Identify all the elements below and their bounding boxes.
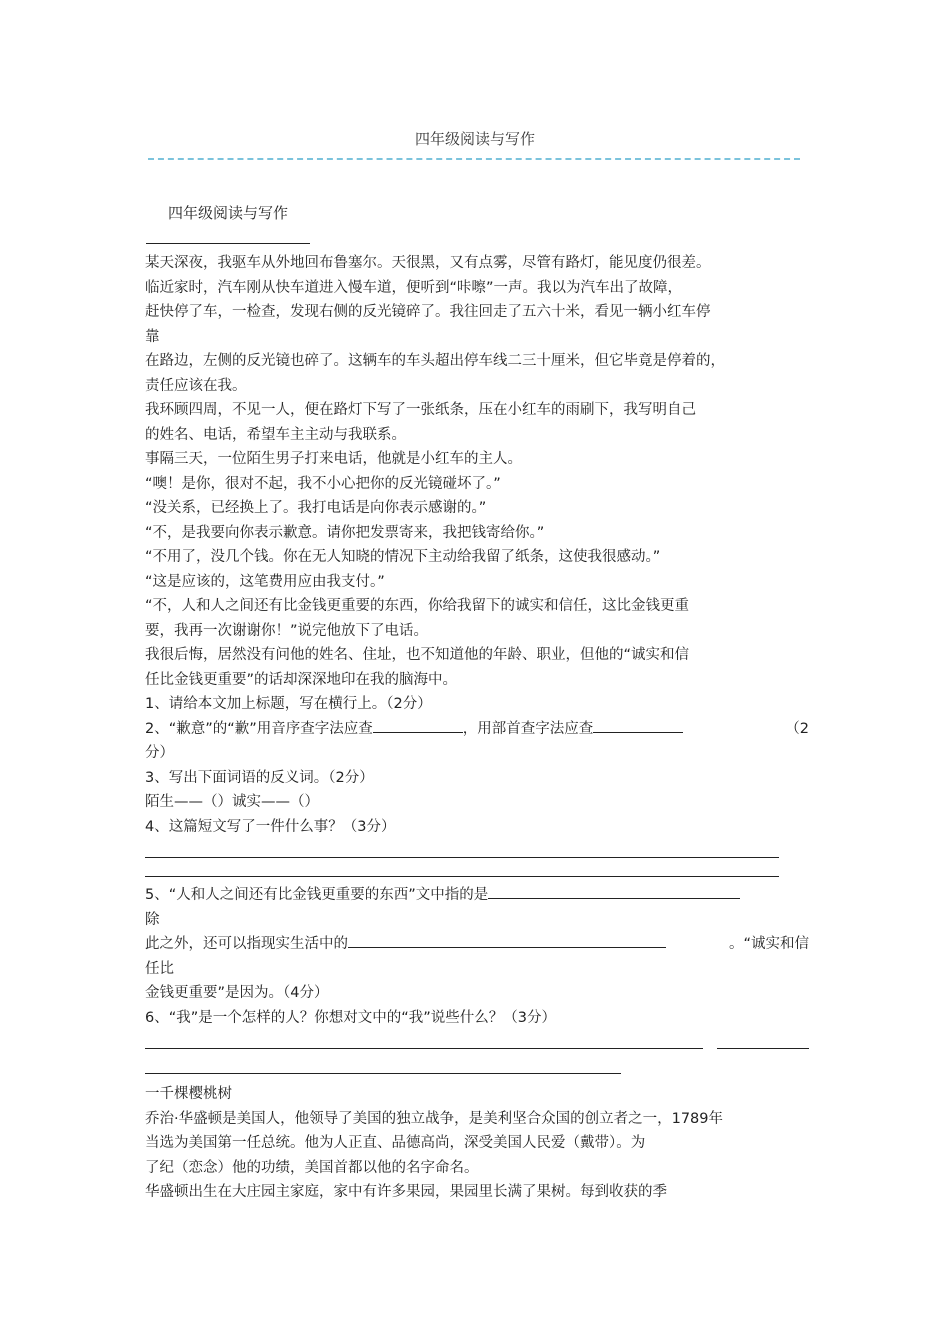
passage-line: 赶快停了车，一检查，发现右侧的反光镜碎了。我往回走了五六十米，看见一辆小红车停 [145,304,711,320]
question-3: 3、写出下面词语的反义词。（2分） [145,769,374,786]
passage-line: 某天深夜，我驱车从外地回布鲁塞尔。天很黑，又有点雾，尽管有路灯，能见度仍很差。 [145,255,711,271]
passage-2-line: 华盛顿出生在大庄园主家庭，家中有许多果园，果园里长满了果树。每到收获的季 [145,1184,667,1200]
question-5-text-b: 除 [145,911,160,928]
title-answer-blank [146,243,310,244]
passage-line: 在路边，左侧的反光镜也碎了。这辆车的车头超出停车线二三十厘米，但它毕竟是停着的， [145,353,725,369]
question-5-text-a: 5、“人和人之间还有比金钱更重要的东西”文中指的是 [145,887,489,903]
passage-line: 任比金钱更重要”的话却深深地印在我的脑海中。 [145,671,458,688]
passage-line: 责任应该在我。 [145,377,247,394]
question-2-text-d: 分） [145,745,174,761]
passage-line: “不，是我要向你表示歉意。请你把发票寄来，我把钱寄给你。” [145,524,545,541]
passage-line: “噢！是你，很对不起，我不小心把你的反光镜碰坏了。” [145,475,501,492]
question-5-line-2 [145,932,809,957]
passage-line: 我很后悔，居然没有问他的姓名、住址，也不知道他的年龄、职业，但他的“诚实和信 [145,647,690,663]
question-4-answer-line[interactable] [145,864,779,877]
question-6: 6、“我”是一个怎样的人？你想对文中的“我”说些什么？（3分） [145,1009,556,1026]
question-5-text-e: 任比 [145,960,174,977]
question-2 [145,717,809,742]
header-dashed-divider [148,158,800,160]
page-header-title: 四年级阅读与写作 [414,130,535,148]
question-6-answer-line[interactable] [717,1036,809,1049]
question-6-answer-line[interactable] [145,1061,621,1074]
question-2-text-a: 2、“歉意”的“歉”用音序查字法应查 [145,720,373,737]
question-5-text-c: 此之外，还可以指现实生活中的 [145,936,348,952]
question-3-antonyms: 陌生——（）诚实——（） [145,794,319,810]
passage-2-title: 一千棵樱桃树 [145,1086,232,1102]
passage-line: “没关系，已经换上了。我打电话是向你表示感谢的。” [145,500,487,516]
passage-line: 靠 [145,328,160,345]
passage-line: 事隔三天，一位陌生男子打来电话，他就是小红车的主人。 [145,451,522,467]
document-subtitle: 四年级阅读与写作 [168,204,289,222]
question-5-line-1 [145,883,809,908]
passage-2-line: 了纪（恋念）他的功绩，美国首都以他的名字命名。 [145,1159,479,1176]
question-4-answer-line[interactable] [145,845,779,858]
document-body [145,251,809,1205]
question-5-text-d: 。“诚实和信 [728,936,809,952]
passage-line: 的姓名、电话，希望车主主动与我联系。 [145,426,406,443]
passage-line: “不用了，没几个钱。你在无人知晓的情况下主动给我留了纸条，这使我很感动。” [145,549,661,565]
question-2-text-c: （2 [785,720,809,737]
question-1: 1、请给本文加上标题，写在横行上。（2分） [145,696,432,712]
question-5-blank-2[interactable] [348,933,666,948]
question-4: 4、这篇短文写了一件什么事？（3分） [145,818,396,835]
question-5-blank-1[interactable] [488,884,740,899]
question-2-blank-2[interactable] [593,718,683,733]
passage-line: 我环顾四周，不见一人，便在路灯下写了一张纸条，压在小红车的雨刷下，我写明自己 [145,402,696,418]
question-6-answer-row [145,1036,809,1049]
passage-line: “不，人和人之间还有比金钱更重要的东西，你给我留下的诚实和信任，这比金钱更重 [145,598,690,614]
question-2-text-b: ，用部首查字法应查 [462,720,594,737]
passage-2-line: 当选为美国第一任总统。他为人正直、品德高尚，深受美国人民爱（戴带）。为 [145,1135,646,1151]
question-6-answer-line[interactable] [145,1036,703,1049]
passage-line: 临近家时，汽车刚从快车道进入慢车道，便听到“咔嚓”一声。我以为汽车出了故障， [145,279,683,296]
question-2-blank-1[interactable] [373,718,463,733]
question-5-text-f: 金钱更重要”是因为。（4分） [145,985,329,1001]
passage-2-line: 乔治·华盛顿是美国人，他领导了美国的独立战争，是美利坚合众国的创立者之一，1789年 [145,1110,724,1127]
passage-line: “这是应该的，这笔费用应由我支付。” [145,573,385,590]
passage-line: 要，我再一次谢谢你！”说完他放下了电话。 [145,622,429,639]
